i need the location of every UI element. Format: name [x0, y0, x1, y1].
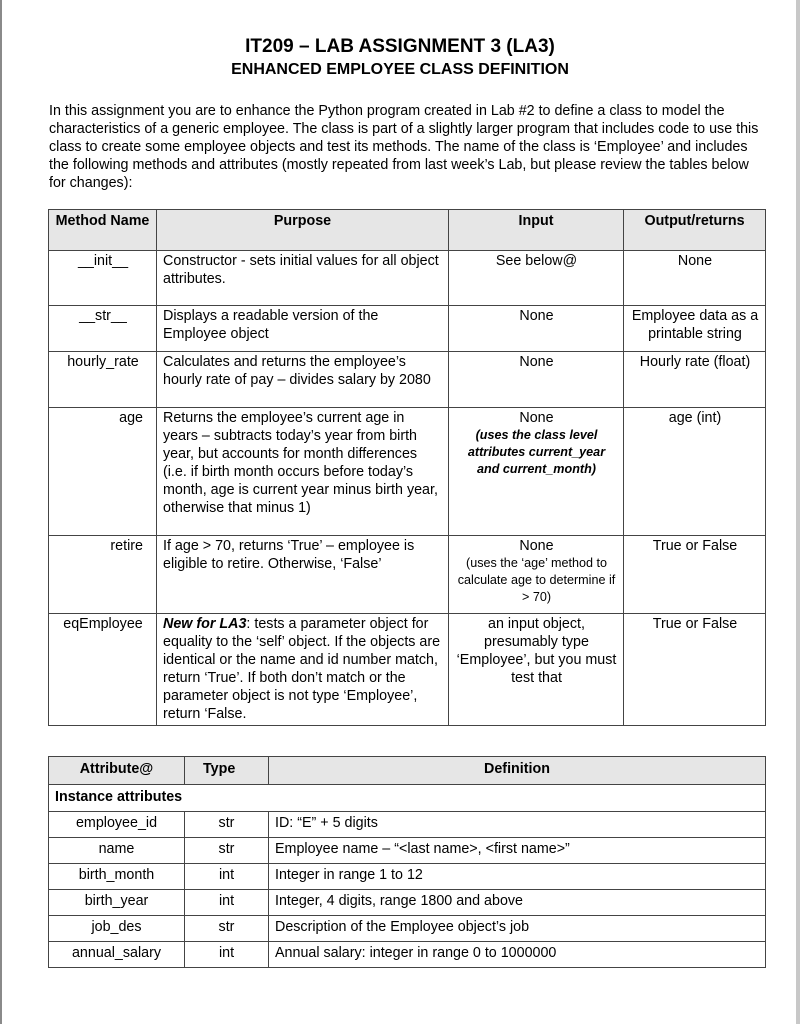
table-row — [49, 916, 766, 942]
table-row — [49, 942, 766, 968]
header-method-name: Method Name — [49, 210, 157, 251]
method-output: True or False — [624, 536, 766, 614]
method-purpose: Displays a readable version of the Employee object — [157, 306, 449, 352]
method-input-cell — [449, 408, 624, 536]
method-input: None — [449, 352, 624, 408]
method-purpose-cell — [157, 614, 449, 726]
attribute-name: name — [49, 838, 185, 864]
method-purpose: Returns the employee’s current age in years – subtracts today’s year from birth year, but accounts for month differences (i.e. if birth month occurs before today’s month, age is current year minus birth year, otherwise that minus 1) — [157, 408, 449, 536]
header-output: Output/returns — [624, 210, 766, 251]
attribute-type: int — [185, 864, 269, 890]
attribute-name: annual_salary — [49, 942, 185, 968]
attribute-type: str — [185, 812, 269, 838]
attributes-table — [48, 756, 766, 968]
method-purpose: Calculates and returns the employee’s hourly rate of pay – divides salary by 2080 — [157, 352, 449, 408]
attribute-definition: Annual salary: integer in range 0 to 1000000 — [269, 942, 766, 968]
table-row — [49, 864, 766, 890]
table-row — [49, 812, 766, 838]
table-row — [49, 890, 766, 916]
header-attribute: Attribute@ — [49, 757, 185, 785]
method-input: None — [519, 538, 554, 554]
table-row — [49, 536, 766, 614]
method-name: age — [49, 408, 157, 536]
method-purpose: : tests a parameter object for equality to the ‘self’ object. If the objects are identical or the name and id number match, return ‘True’. If both don’t match or the parameter object is not type ‘Employee’, return ‘False. — [163, 616, 441, 722]
purpose-lead: New for LA3 — [163, 616, 247, 632]
attribute-definition: Integer, 4 digits, range 1800 and above — [269, 890, 766, 916]
attribute-definition: Description of the Employee object’s job — [269, 916, 766, 942]
attributes-header-row — [49, 757, 766, 785]
attribute-type: int — [185, 890, 269, 916]
attribute-definition: ID: “E” + 5 digits — [269, 812, 766, 838]
attribute-name: employee_id — [49, 812, 185, 838]
method-output: age (int) — [624, 408, 766, 536]
method-input: None — [519, 410, 554, 426]
attribute-definition: Employee name – “<last name>, <first name>” — [269, 838, 766, 864]
method-name: eqEmployee — [49, 614, 157, 726]
attribute-type: int — [185, 942, 269, 968]
document-subtitle: ENHANCED EMPLOYEE CLASS DEFINITION — [231, 61, 569, 78]
header-purpose: Purpose — [157, 210, 449, 251]
method-name: __init__ — [49, 251, 157, 306]
page-left-edge — [0, 0, 2, 1024]
header-input: Input — [449, 210, 624, 251]
intro-paragraph: In this assignment you are to enhance the Python program created in Lab #2 to define a class to model the characteristics of a generic employee. The class is part of a slightly larger program that includes code to use this class to create some employee objects and test its methods. The name of the class is ‘Employee’ and includes the following methods and attributes (mostly repeated from last week’s Lab, but please review the tables below for changes): — [49, 103, 759, 191]
page-right-edge — [796, 0, 800, 1024]
methods-header-row — [49, 210, 766, 251]
table-row — [49, 306, 766, 352]
method-input: See below@ — [449, 251, 624, 306]
methods-table — [48, 209, 766, 726]
method-output: None — [624, 251, 766, 306]
header-definition: Definition — [269, 757, 766, 785]
method-input: an input object, presumably type ‘Employee’, but you must test that — [449, 614, 624, 726]
attribute-definition: Integer in range 1 to 12 — [269, 864, 766, 890]
method-input-note: (uses the ‘age’ method to calculate age to determine if > 70) — [457, 556, 616, 604]
document-title: IT209 – LAB ASSIGNMENT 3 (LA3) — [245, 36, 555, 57]
method-output: Hourly rate (float) — [624, 352, 766, 408]
attribute-type: str — [185, 838, 269, 864]
attribute-name: job_des — [49, 916, 185, 942]
method-input: None — [449, 306, 624, 352]
method-name: hourly_rate — [49, 352, 157, 408]
method-name: __str__ — [49, 306, 157, 352]
table-row — [49, 352, 766, 408]
table-row — [49, 838, 766, 864]
attribute-name: birth_year — [49, 890, 185, 916]
method-purpose: Constructor - sets initial values for all object attributes. — [157, 251, 449, 306]
method-name: retire — [49, 536, 157, 614]
method-output: True or False — [624, 614, 766, 726]
table-row — [49, 614, 766, 726]
method-input-cell — [449, 536, 624, 614]
section-row — [49, 785, 766, 812]
section-label: Instance attributes — [49, 785, 766, 812]
method-purpose: If age > 70, returns ‘True’ – employee is eligible to retire. Otherwise, ‘False’ — [157, 536, 449, 614]
method-output: Employee data as a printable string — [624, 306, 766, 352]
attribute-type: str — [185, 916, 269, 942]
attribute-name: birth_month — [49, 864, 185, 890]
header-type: Type — [185, 757, 269, 785]
table-row — [49, 251, 766, 306]
method-input-note: (uses the class level attributes current_year and current_month) — [467, 428, 606, 476]
table-row — [49, 408, 766, 536]
